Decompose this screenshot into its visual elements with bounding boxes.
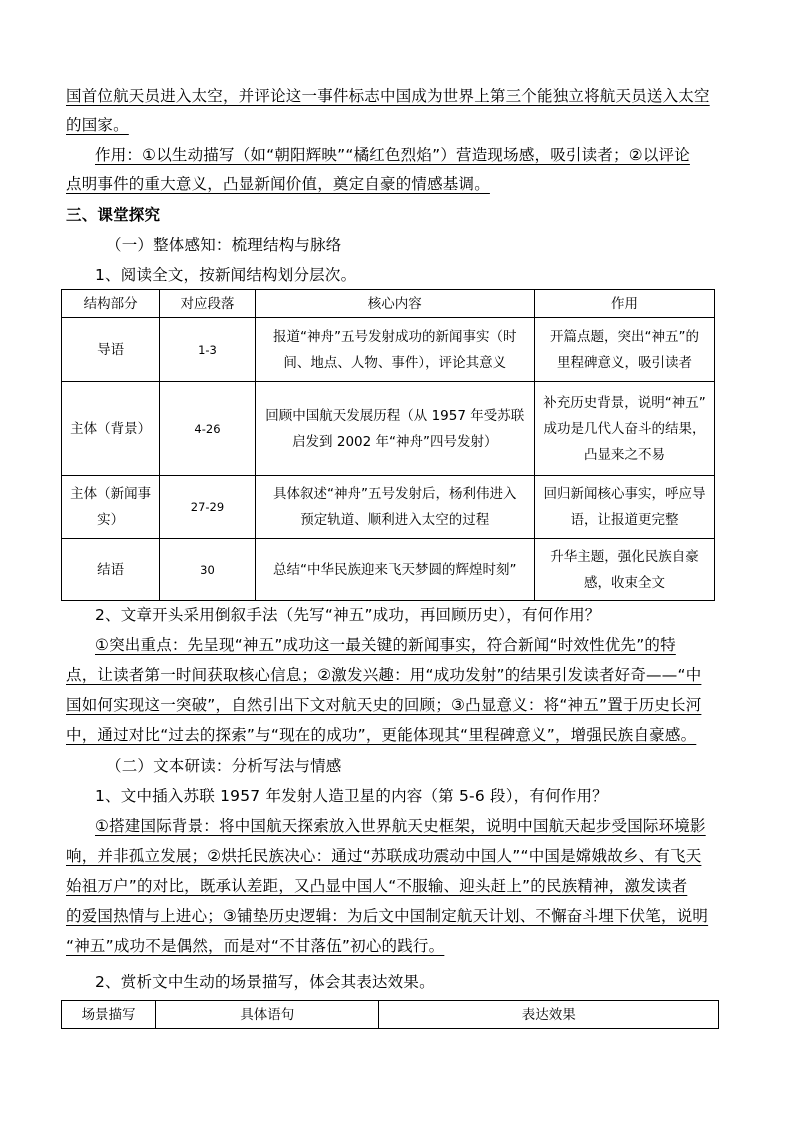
question: 2、赏析文中生动的场景描写，体会其表达效果。 <box>95 973 435 991</box>
structure-table <box>61 289 715 601</box>
paragraph-cell: 4-26 <box>160 382 255 476</box>
table-header-cell: 场景描写 <box>62 1001 156 1029</box>
cell-text: 里程碑意义，吸引读者 <box>556 354 692 371</box>
table-header-cell: 作用 <box>534 290 714 318</box>
answer-line: 点明事件的重大意义，凸显新闻价值，奠定自豪的情感基调。 <box>66 175 490 193</box>
answer-line: 的国家。 <box>66 116 129 134</box>
cell-text: 开篇点题，突出“神五”的 <box>549 328 699 345</box>
answer-line: 点，让读者第一时间获取核心信息；②激发兴趣：用“成功发射”的结果引发读者好奇——“中 <box>66 666 702 684</box>
paragraph-cell: 27-29 <box>160 476 255 539</box>
answer-line: 国首位航天员进入太空，并评论这一事件标志中国成为世界上第三个能独立将航天员送入太空 <box>66 87 710 105</box>
answer-line: 国如何实现这一突破”，自然引出下文对航天史的回顾；③凸显意义：将“神五”置于历史长河 <box>66 696 702 714</box>
answer-line: “神五”成功不是偶然，而是对“不甘落伍”初心的践行。 <box>66 937 445 955</box>
cell-text: 成功是几代人奋斗的结果， <box>543 420 706 437</box>
table-header-cell: 核心内容 <box>255 290 534 318</box>
table-header-row <box>62 1001 719 1029</box>
cell-text: 回顾中国航天发展历程（从 1957 年受苏联 <box>265 407 525 424</box>
table-row <box>62 382 715 476</box>
cell-text: 回归新闻核心事实，呼应导 <box>543 486 706 502</box>
cell-text: 语，让报道更完整 <box>570 512 679 528</box>
cell-text: 结语 <box>97 561 125 578</box>
table-header-row <box>62 290 715 318</box>
effect-cell <box>534 382 714 476</box>
question: 1、阅读全文，按新闻结构划分层次。 <box>95 266 357 284</box>
cell-text: 感，收束全文 <box>583 574 665 591</box>
answer-line: ①突出重点：先呈现“神五”成功这一最关键的新闻事实，符合新闻“时效性优先”的特 <box>95 636 676 654</box>
content-cell <box>255 539 534 601</box>
answer-line: 的爱国热情与上进心；③铺垫历史逻辑：为后文中国制定航天计划、不懈奋斗埋下伏笔，说明 <box>66 907 709 925</box>
cell-text: 具体叙述“神舟”五号发射后，杨利伟进入 <box>273 486 517 502</box>
effect-cell <box>534 318 714 382</box>
table-row <box>62 476 715 539</box>
part-cell <box>62 539 160 601</box>
cell-text: 启发到 2002 年“神舟”四号发射） <box>292 433 498 450</box>
paragraph-cell: 1-3 <box>160 318 255 382</box>
table-header-cell: 表达效果 <box>379 1001 719 1029</box>
answer-line: 作用：①以生动描写（如“朝阳辉映”“橘红色烈焰”）营造现场感，吸引读者；②以评论 <box>95 146 690 164</box>
answer-line: 中，通过对比“过去的探索”与“现在的成功”，更能体现其“里程碑意义”，增强民族自豪感。 <box>66 726 697 744</box>
table-header-cell: 结构部分 <box>62 290 160 318</box>
answer-line: 始祖万户”的对比，既承认差距，又凸显中国人“不服输、迎头赶上”的民族精神，激发读者 <box>66 877 688 895</box>
section-heading: 三、课堂探究 <box>66 206 161 224</box>
question: 2、文章开头采用倒叙手法（先写“神五”成功，再回顾历史），有何作用？ <box>95 606 601 624</box>
cell-text: 报道“神舟”五号发射成功的新闻事实（时 <box>273 328 517 345</box>
cell-text: 间、地点、人物、事件），评论其意义 <box>283 354 507 371</box>
content-cell <box>255 476 534 539</box>
paragraph-cell: 30 <box>160 539 255 601</box>
answer-line: ①搭建国际背景：将中国航天探索放入世界航天史框架，说明中国航天起步受国际环境影 <box>95 817 706 835</box>
table-row <box>62 318 715 382</box>
content-cell <box>255 382 534 476</box>
cell-text: 实） <box>97 512 125 528</box>
cell-text: 升华主题，强化民族自豪 <box>550 548 699 565</box>
cell-text: 导语 <box>97 341 125 358</box>
cell-text: 总结“中华民族迎来飞天梦圆的辉煌时刻” <box>273 561 517 578</box>
effect-cell <box>534 476 714 539</box>
table-row <box>62 539 715 601</box>
part-cell <box>62 476 160 539</box>
table-header-cell: 对应段落 <box>160 290 255 318</box>
cell-text: 补充历史背景，说明“神五” <box>543 394 706 411</box>
cell-text: 主体（新闻事 <box>70 486 152 502</box>
scene-table <box>61 1000 719 1029</box>
table-header-cell: 具体语句 <box>156 1001 379 1029</box>
part-cell <box>62 382 160 476</box>
part-cell <box>62 318 160 382</box>
subsection-heading: （二）文本研读：分析写法与情感 <box>106 757 342 775</box>
cell-text: 主体（背景） <box>70 420 152 437</box>
cell-text: 凸显来之不易 <box>583 446 665 463</box>
content-cell <box>255 318 534 382</box>
answer-line: 响，并非孤立发展；②烘托民族决心：通过“苏联成功震动中国人”“中国是嫦娥故乡、有飞天 <box>66 847 702 865</box>
question: 1、文中插入苏联 1957 年发射人造卫星的内容（第 5-6 段），有何作用？ <box>95 787 608 805</box>
cell-text: 预定轨道、顺利进入太空的过程 <box>300 512 490 528</box>
effect-cell <box>534 539 714 601</box>
subsection-heading: （一）整体感知：梳理结构与脉络 <box>106 236 342 254</box>
